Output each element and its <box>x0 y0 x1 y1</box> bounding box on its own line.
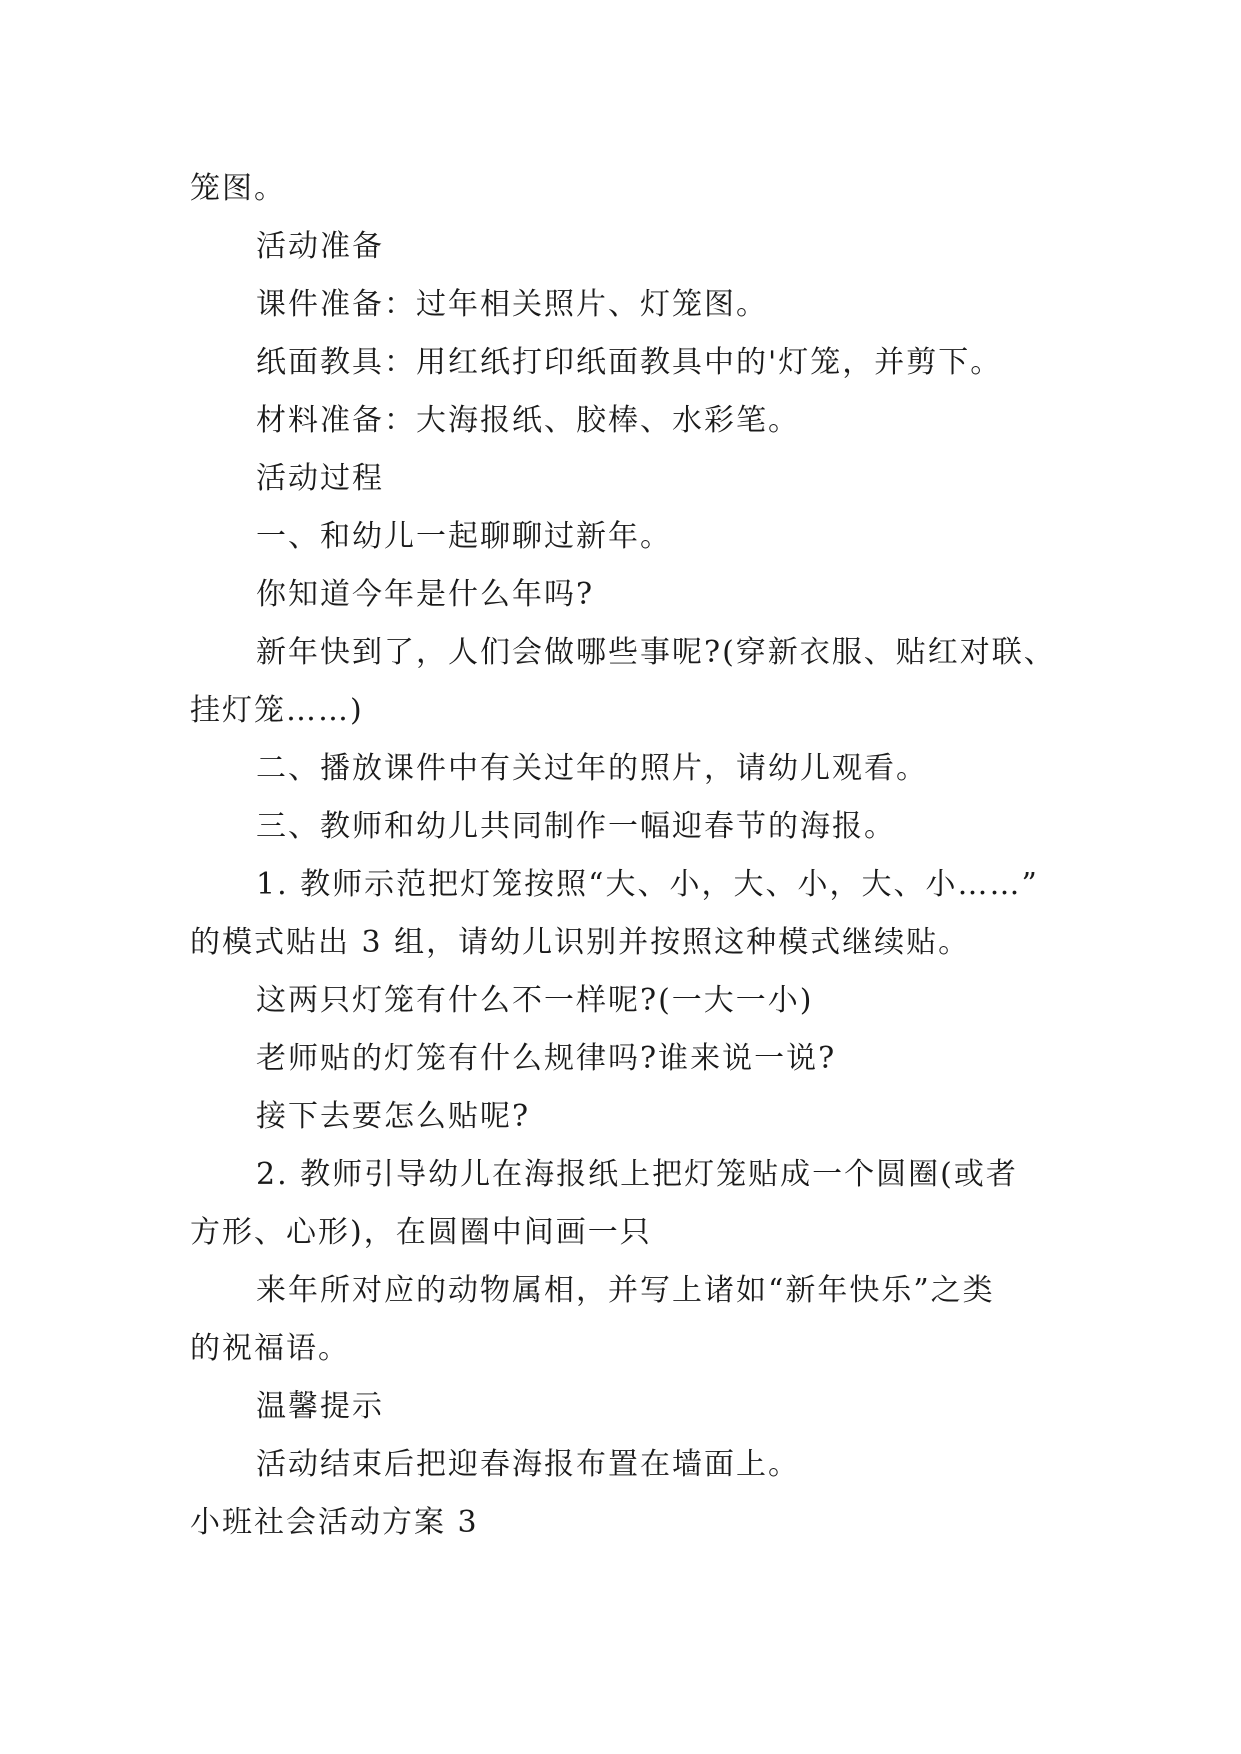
text-line: 这两只灯笼有什么不一样呢?(一大一小) <box>256 983 814 1018</box>
text-line: 活动结束后把迎春海报布置在墙面上。 <box>256 1447 800 1482</box>
text-line: 你知道今年是什么年吗? <box>256 577 595 612</box>
section-heading: 活动过程 <box>256 461 384 496</box>
text-line: 纸面教具：用红纸打印纸面教具中的'灯笼，并剪下。 <box>256 345 1003 380</box>
text-line: 二、播放课件中有关过年的照片，请幼儿观看。 <box>256 751 928 786</box>
text-line: 新年快到了，人们会做哪些事呢?(穿新衣服、贴红对联、 <box>256 635 1056 670</box>
section-heading: 活动准备 <box>256 229 384 264</box>
document-body <box>190 160 1060 1552</box>
document-heading: 小班社会活动方案 3 <box>190 1505 479 1540</box>
text-line: 接下去要怎么贴呢? <box>256 1099 531 1134</box>
text-line: 方形、心形)，在圆圈中间画一只 <box>190 1215 652 1250</box>
text-line: 材料准备：大海报纸、胶棒、水彩笔。 <box>256 403 800 438</box>
text-line: 来年所对应的动物属相，并写上诸如“新年快乐”之类 <box>256 1273 995 1308</box>
text-line: 三、教师和幼儿共同制作一幅迎春节的海报。 <box>256 809 896 844</box>
text-line: 老师贴的灯笼有什么规律吗?谁来说一说? <box>256 1041 837 1076</box>
text-line: 的模式贴出 3 组，请幼儿识别并按照这种模式继续贴。 <box>190 925 971 960</box>
text-line: 1. 教师示范把灯笼按照“大、小，大、小，大、小……” <box>256 867 1039 902</box>
text-line: 笼图。 <box>190 171 286 206</box>
text-line: 2. 教师引导幼儿在海报纸上把灯笼贴成一个圆圈(或者 <box>256 1157 1018 1192</box>
text-line: 课件准备：过年相关照片、灯笼图。 <box>256 287 768 322</box>
section-heading: 温馨提示 <box>256 1389 384 1424</box>
text-line: 挂灯笼……) <box>190 693 364 728</box>
text-line: 的祝福语。 <box>190 1331 350 1366</box>
text-line: 一、和幼儿一起聊聊过新年。 <box>256 519 672 554</box>
